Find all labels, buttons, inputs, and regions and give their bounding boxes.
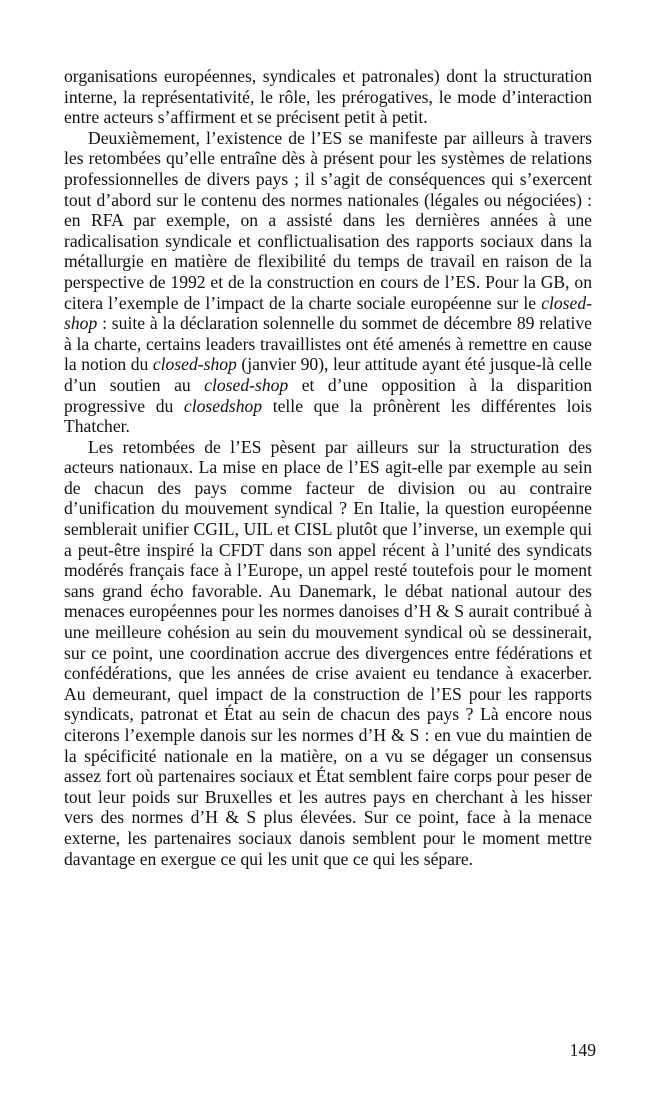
italic-term: closed-shop xyxy=(152,354,237,375)
paragraph xyxy=(64,66,592,128)
text-run: organisations européennes, syndicales et patronales) dont la structuration interne, la représentativité, le rôle, les prérogatives, le mode d’interaction entre acteurs s’affirment et se précisent petit à petit. xyxy=(64,66,592,128)
text-run: : suite à la déclaration solennelle du sommet de décembre 89 relative à la charte, certains leaders travaillistes ont été amenés à remettre en cause la notion du xyxy=(64,313,592,375)
text-run: et d’une opposition à la disparition progressive du xyxy=(64,374,593,416)
italic-term: closed-shop xyxy=(64,292,592,334)
text-run: (janvier 90), leur attitude ayant été jusque-là celle d’un soutien au xyxy=(64,354,592,395)
text-run: telle que la prônèrent les différentes lois Thatcher. xyxy=(64,395,593,437)
text-run: Les retombées de l’ES pèsent par ailleurs sur la structuration des acteurs nationaux. La mise en place de l’ES agit-elle par exemple au sein de chacun des pays comme facteur de division ou au contraire d’unification du mouvement syndical ? En Italie, la question européenne semblerait unifier CGIL, UIL et CISL plutôt que l’inverse, un exemple qui a peut-être inspiré la CFDT dans son appel récent à l’unité des syndicats modérés français face à l’Europe, un appel resté toutefois pour le moment sans grand écho favorable. Au Danemark, le débat national autour des menaces européennes pour les normes danoises d’H & S aurait contribué à une meilleure cohésion au sein du mouvement syndical où se dessinerait, sur ce point, une coordination accrue des divergences entre fédérations et confédérations, que les années de crise avaient eu tendance à exacerber. Au demeurant, quel impact de la construction de l’ES pour les rapports syndicats, patronat et État au sein de chacun des pays ? Là encore nous citerons l’exemple danois sur les normes d’H & S : en vue du maintien de la spécificité nationale en la matière, on a vu se dégager un consensus assez fort où partenaires sociaux et État semblent faire corps pour peser de tout leur poids sur Bruxelles et les autres pays en cherchant à les hisser vers des normes d’H & S plus élevées. Sur ce point, face à la menace externe, les partenaires sociaux danois semblent pour le moment mettre davantage en exergue ce qui les unit que ce qui les sépare. xyxy=(64,436,592,869)
page-body xyxy=(64,66,592,869)
text-run: Deuxièmement, l’existence de l’ES se manifeste par ailleurs à travers les retombées qu’elle entraîne dès à présent pour les systèmes de relations professionnelles de divers pays ; il s’agit de conséquences qui s’exercent tout d’abord sur le contenu des normes nationales (légales ou négociées) : en RFA par exemple, on a assisté dans les dernières années à une radicalisation syndicale et conflictualisation des rapports sociaux dans la métallurgie en matière de flexibilité du temps de travail en raison de la perspective de 1992 et de la construction en cours de l’ES. Pour la GB, on citera l’exemple de l’impact de la charte sociale européenne sur le xyxy=(64,127,592,313)
italic-term: closedshop xyxy=(183,395,263,416)
paragraph xyxy=(64,128,592,437)
paragraph xyxy=(64,437,592,869)
italic-term: closed-shop xyxy=(204,374,289,395)
page-number: 149 xyxy=(569,1040,596,1060)
text-column xyxy=(64,66,592,869)
